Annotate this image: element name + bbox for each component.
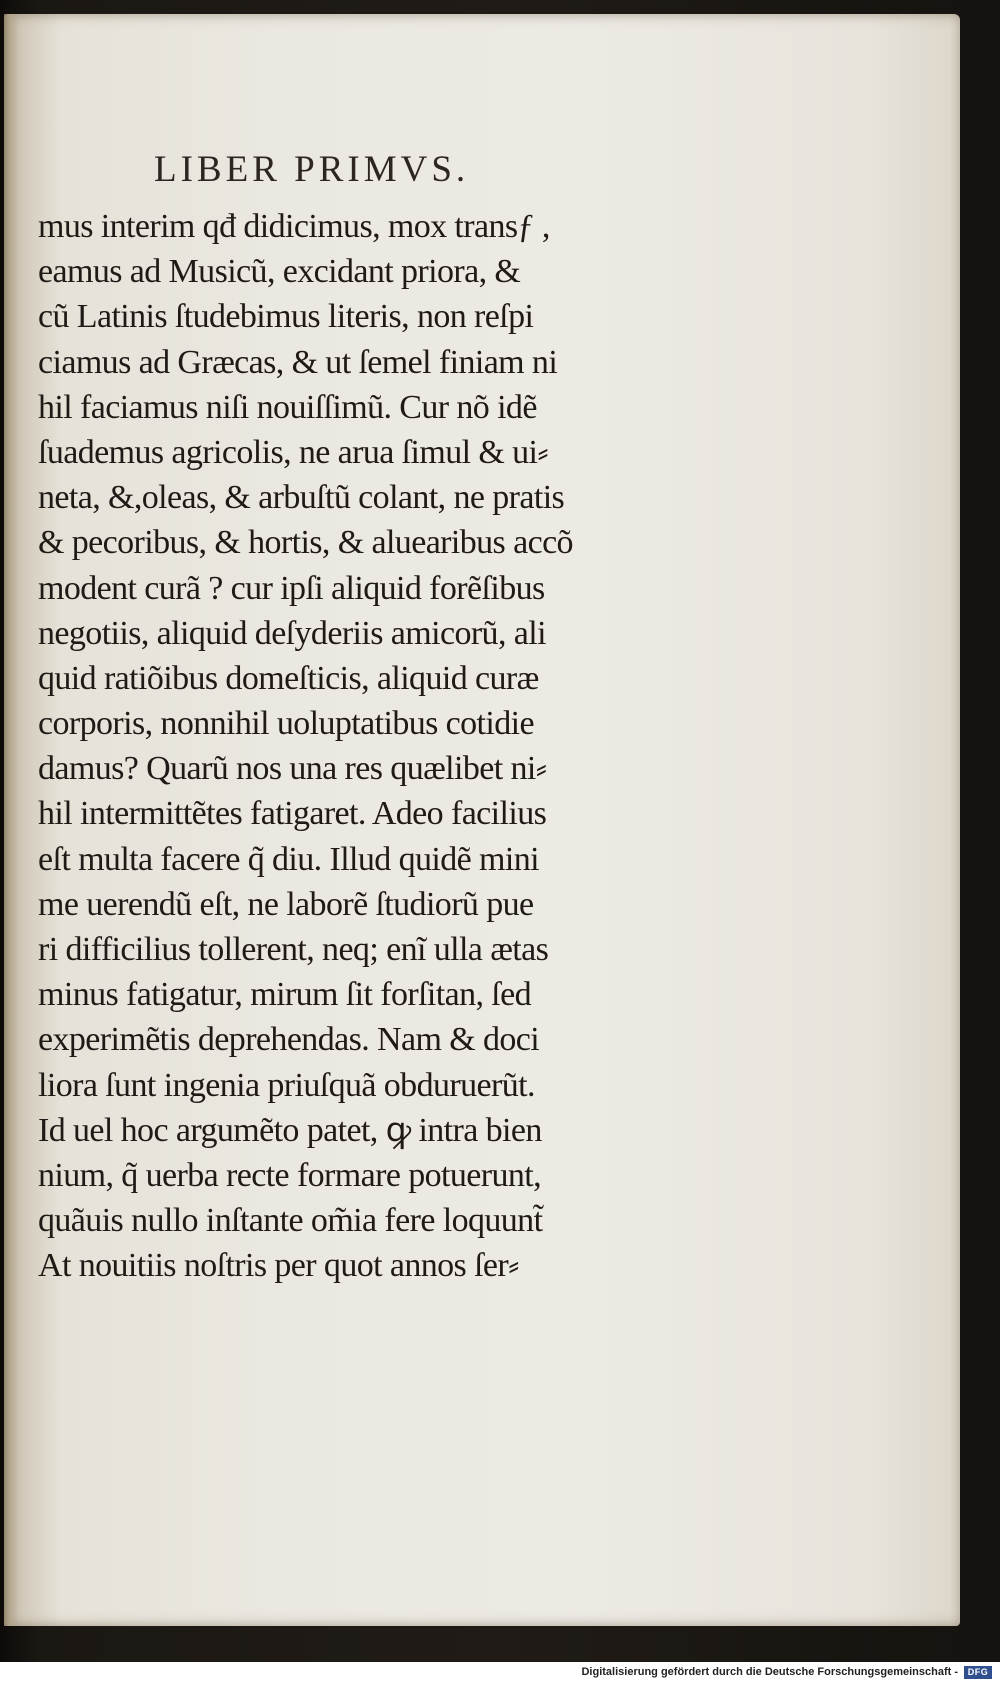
text-line: At nouitiis noſtris per quot annos ſer⸗ [38,1247,519,1285]
text-line: quãuis nullo inſtante om̃ia fere loquunt̃ [38,1202,543,1240]
book-page [4,14,960,1626]
text-line: hil faciamus niſi nouiſſimũ. Cur nõ idẽ [38,388,537,426]
text-line: minus fatigatur, mirum ſit forſitan, ſed [38,976,532,1014]
dfg-logo: DFG [964,1666,992,1679]
text-line: eſt multa facere q̃ diu. Illud quidẽ mini [38,840,539,878]
text-line: cũ Latinis ſtudebimus literis, non reſpi [38,298,534,336]
digitization-footer [0,1662,1000,1684]
running-head: LIBER PRIMVS. [154,149,470,190]
text-line: ſuademus agricolis, ne arua ſimul & ui⸗ [38,433,549,471]
text-line: liora ſunt ingenia priuſquã obduruerũt. [38,1066,535,1104]
text-line: hil intermittẽtes fatigaret. Adeo facilius [38,795,547,833]
text-line: me uerendũ eſt, ne laborẽ ſtudiorũ pue [38,885,534,923]
text-line: neta, &,oleas, & arbuſtũ colant, ne pratis [38,479,565,517]
text-line: ciamus ad Græcas, & ut ſemel finiam ni [38,343,558,381]
text-line: corporis, nonnihil uoluptatibus cotidie [38,705,534,743]
text-line: modent curã ? cur ipſi aliquid forẽſibus [38,569,545,607]
text-line: negotiis, aliquid deſyderiis amicorũ, ali [38,614,546,652]
text-line: experimẽtis deprehendas. Nam & doci [38,1021,540,1059]
text-line: nium, q̃ uerba recte formare potuerunt, [38,1156,542,1194]
text-line: Id uel hoc argumẽto patet, ꝙ intra bien [38,1111,542,1149]
funding-credit: Digitalisierung gefördert durch die Deutsche Forschungsgemeinschaft - [581,1666,958,1678]
text-line: eamus ad Musicũ, excidant priora, & [38,253,521,291]
text-line: ri difficilius tollerent, neq; enĩ ulla ætas [38,931,549,968]
text-line: mus interim qđ didicimus, mox transƒ , [38,208,550,245]
body-text [38,204,678,1289]
text-line: quid ratiõibus domeſticis, aliquid curæ [38,659,539,697]
page-gutter-shadow [4,14,18,1626]
text-line: damus? Quarũ nos una res quælibet ni⸗ [38,750,547,788]
text-line: & pecoribus, & hortis, & aluearibus accõ [38,524,573,562]
